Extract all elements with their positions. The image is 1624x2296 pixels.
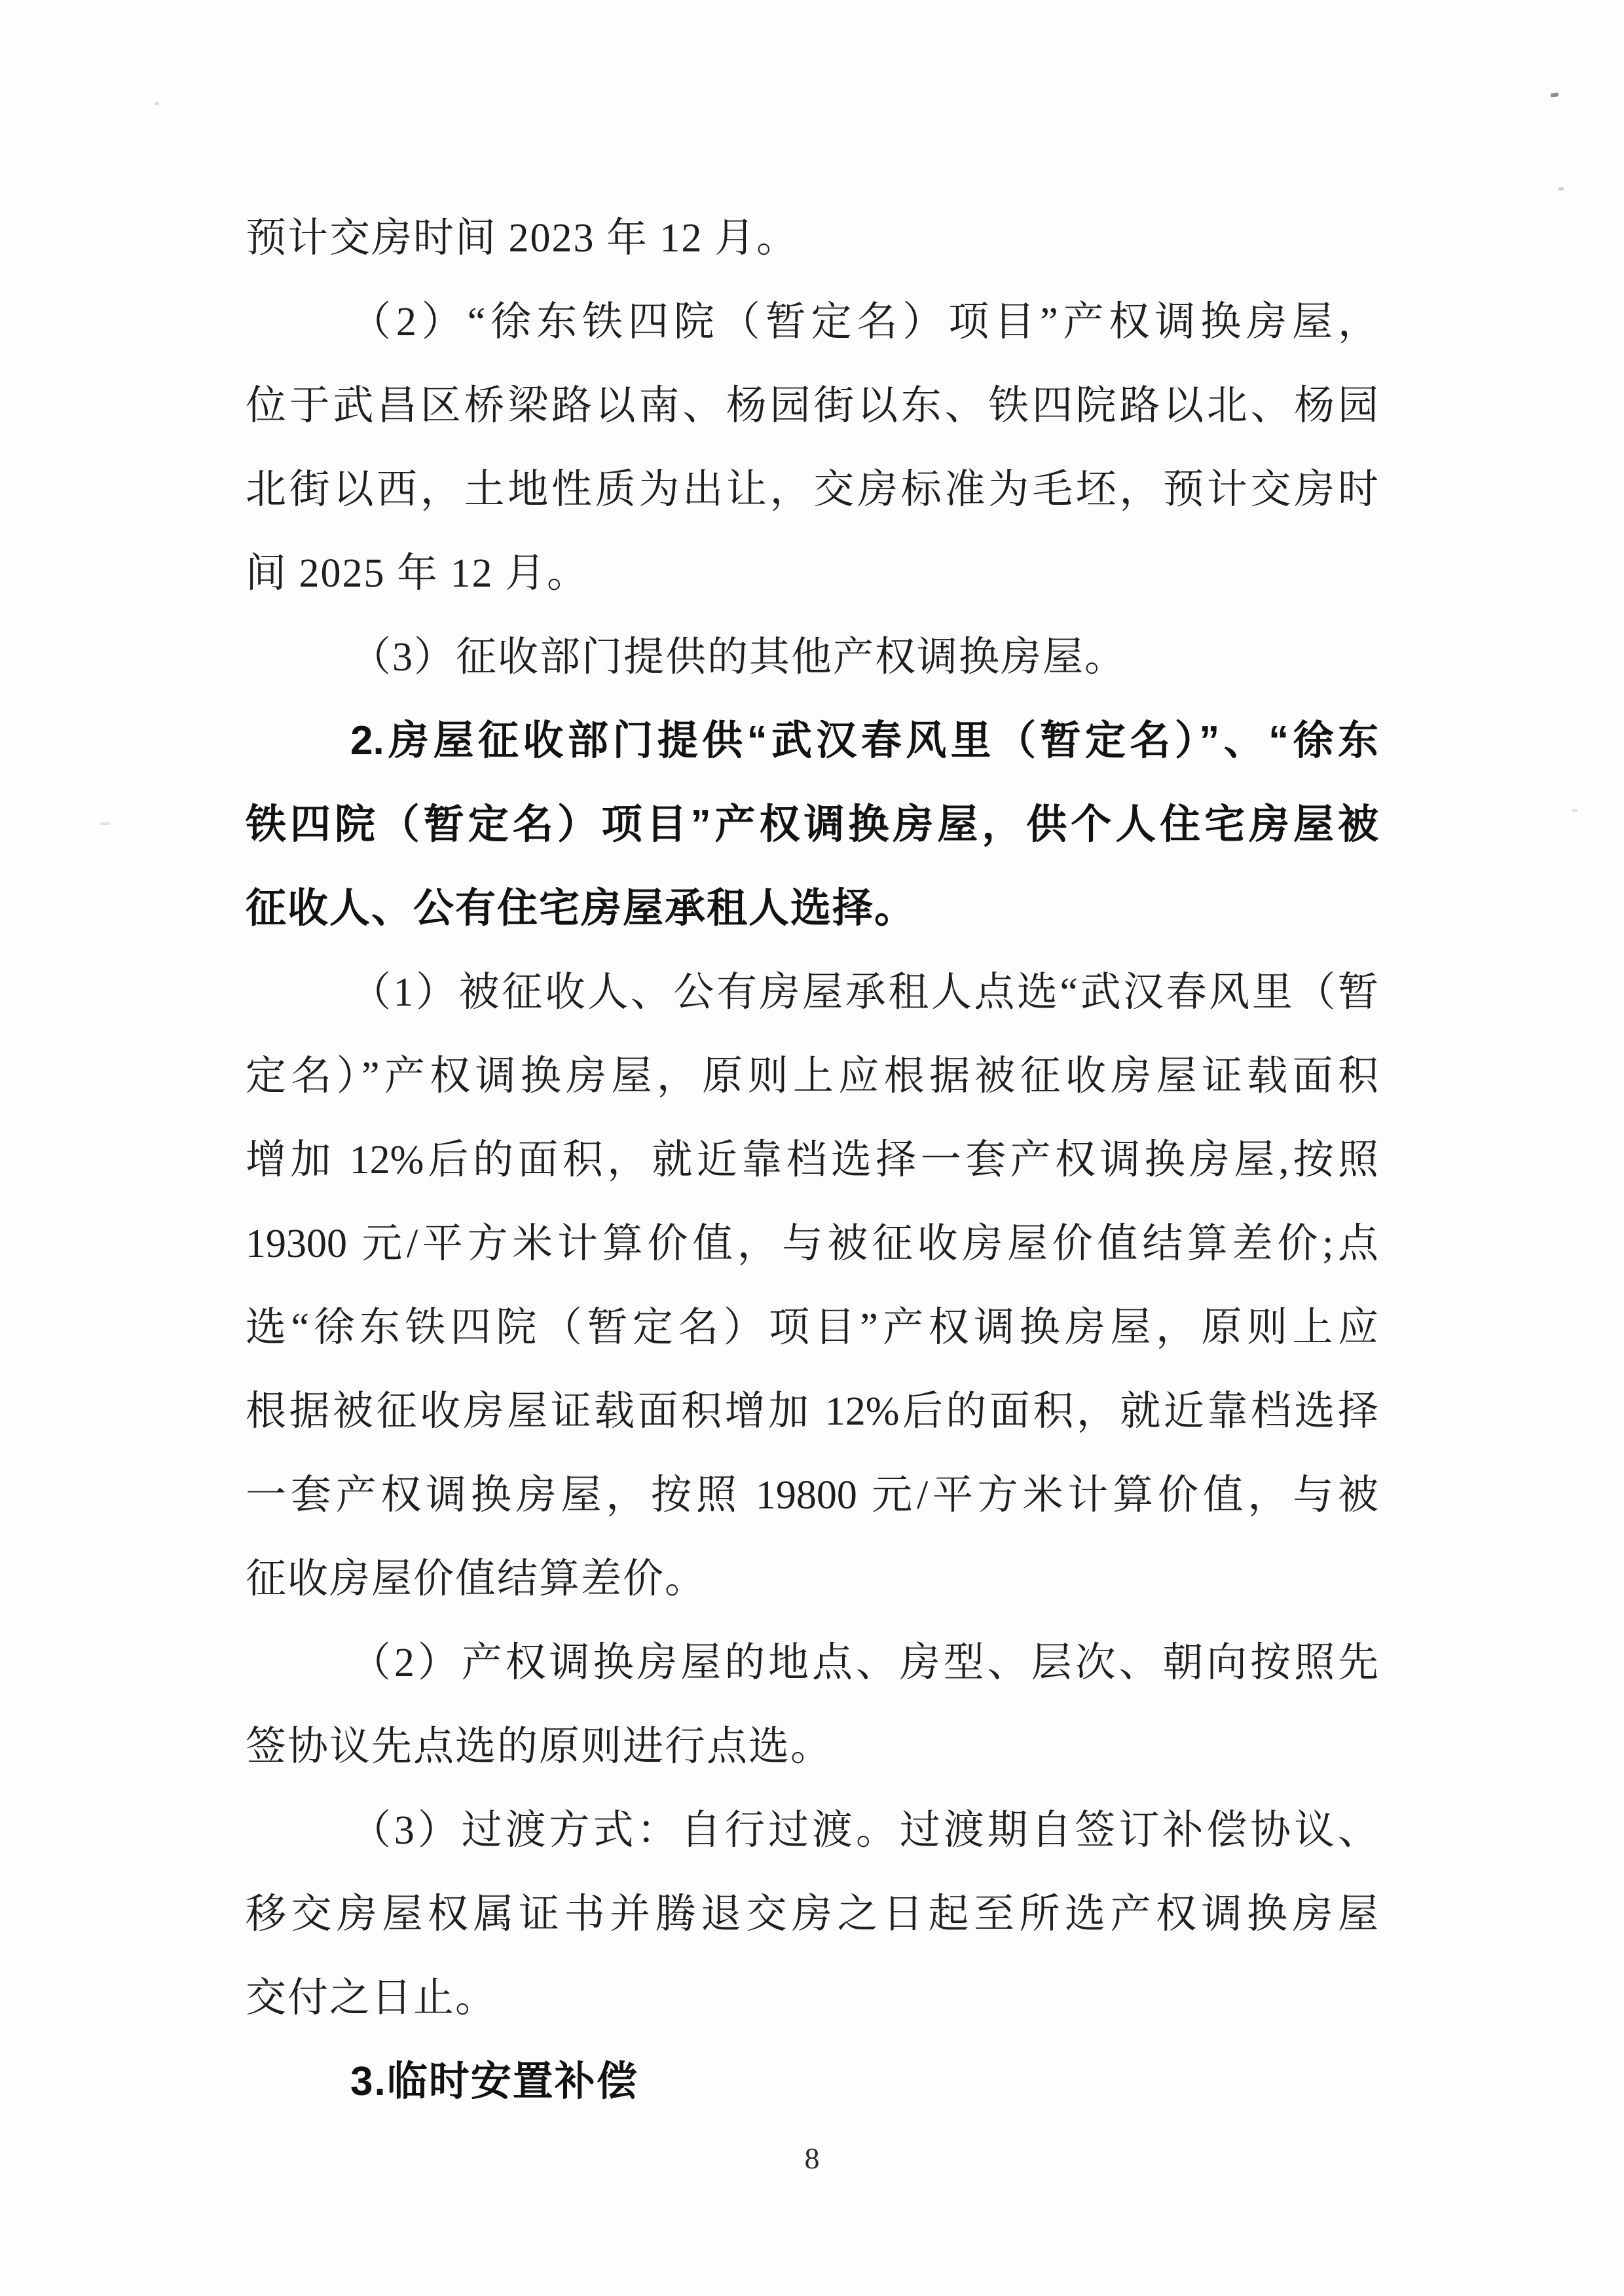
- body-text-line: 移交房屋权属证书并腾退交房之日起至所选产权调换房屋: [246, 1892, 1378, 1937]
- scan-speck: [155, 102, 159, 105]
- body-text-line: 19300 元/平方米计算价值，与被征收房屋价值结算差价;点: [246, 1222, 1378, 1266]
- body-text-line: （3）征收部门提供的其他产权调换房屋。: [350, 635, 1127, 680]
- body-text-line: 预计交房时间 2023 年 12 月。: [246, 216, 799, 261]
- body-text-line: 增加 12%后的面积，就近靠档选择一套产权调换房屋,按照: [246, 1138, 1378, 1182]
- heading-text-line: 2.房屋征收部门提供“武汉春风里（暂定名）”、“徐东: [350, 718, 1378, 763]
- body-text-line: 一套产权调换房屋，按照 19800 元/平方米计算价值，与被: [246, 1473, 1378, 1518]
- body-text-line: 签协议先点选的原则进行点选。: [246, 1724, 833, 1769]
- body-text-line: （1）被征收人、公有房屋承租人点选“武汉春风里（暂: [350, 970, 1378, 1015]
- body-text-line: 征收房屋价值结算差价。: [246, 1557, 707, 1601]
- body-text-line: 交付之日止。: [246, 1976, 498, 2020]
- scan-speck: [1572, 809, 1578, 812]
- body-text-line: 定名）”产权调换房屋，原则上应根据被征收房屋证载面积: [246, 1054, 1378, 1099]
- scan-speck: [1559, 187, 1564, 191]
- heading-text-line: 征收人、公有住宅房屋承租人选择。: [246, 886, 917, 931]
- body-text-line: （2）产权调换房屋的地点、房型、层次、朝向按照先: [350, 1641, 1378, 1685]
- heading-text-line: 铁四院（暂定名）项目”产权调换房屋，供个人住宅房屋被: [246, 802, 1378, 847]
- body-text-line: 选“徐东铁四院（暂定名）项目”产权调换房屋，原则上应: [246, 1305, 1378, 1350]
- heading-text-line: 3.临时安置补偿: [350, 2059, 638, 2104]
- body-text-line: 北街以西，土地性质为出让，交房标准为毛坯，预计交房时: [246, 467, 1378, 512]
- page-number: 8: [804, 2141, 820, 2175]
- scan-speck: [100, 822, 110, 825]
- body-text-line: 间 2025 年 12 月。: [246, 551, 589, 596]
- text-block: [246, 196, 1378, 2124]
- body-text-line: （3）过渡方式：自行过渡。过渡期自签订补偿协议、: [350, 1808, 1378, 1853]
- body-text-line: 根据被征收房屋证载面积增加 12%后的面积，就近靠档选择: [246, 1389, 1378, 1434]
- body-text-line: 位于武昌区桥梁路以南、杨园街以东、铁四院路以北、杨园: [246, 384, 1378, 428]
- scan-speck: [1551, 92, 1559, 98]
- body-text-line: （2）“徐东铁四院（暂定名）项目”产权调换房屋，: [350, 300, 1378, 344]
